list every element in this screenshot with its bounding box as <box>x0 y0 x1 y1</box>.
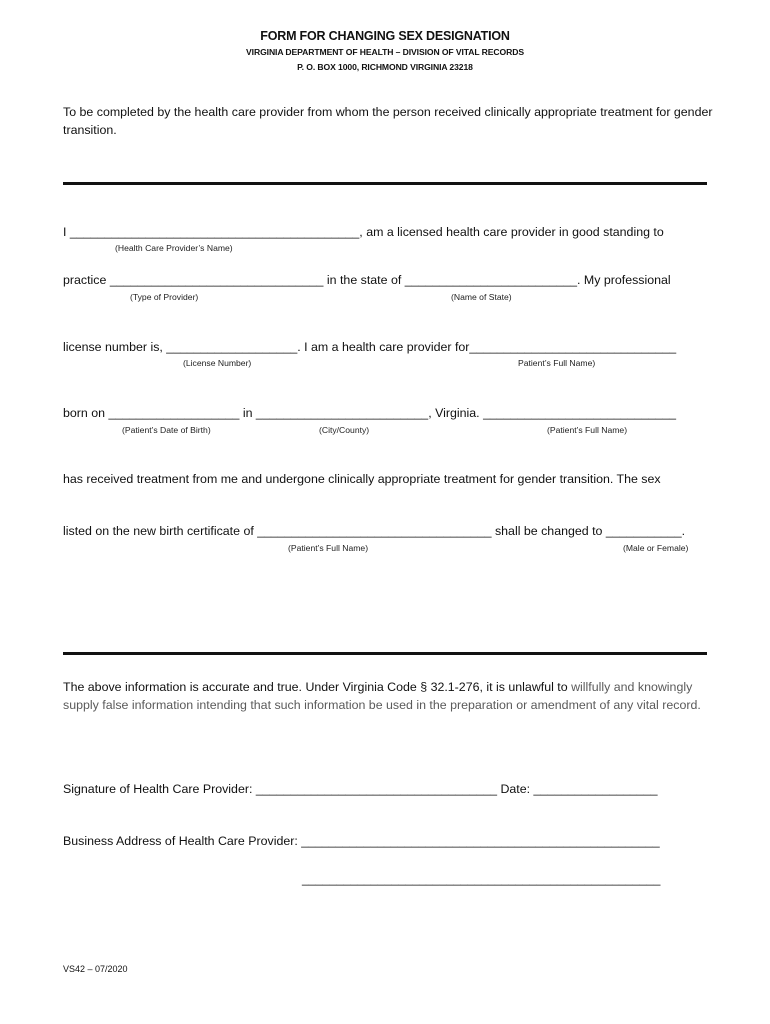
patient-name-caption-3: (Patient’s Full Name) <box>288 543 369 553</box>
form-title: FORM FOR CHANGING SEX DESIGNATION <box>260 29 510 43</box>
sex-change-line: listed on the new birth certificate of __________________________________ shall be changed to ___________. <box>63 524 686 538</box>
address-line: P. O. BOX 1000, RICHMOND VIRGINIA 23218 <box>297 62 473 72</box>
intro-text: To be completed by the health care provider from whom the person received clinically appropriate treatment for gender transition. <box>63 105 713 137</box>
birth-date-caption: (Patient’s Date of Birth) <box>122 425 211 435</box>
signature-date-line: Signature of Health Care Provider: ___________________________________ Date: __________________ <box>63 782 658 796</box>
state-caption: (Name of State) <box>451 292 512 302</box>
provider-name-line: I __________________________________________, am a licensed health care provider in good standing to <box>63 225 664 239</box>
business-address-line-2: ____________________________________________________ <box>302 872 661 886</box>
birth-line: born on ___________________ in _________________________, Virginia. ____________________________ <box>63 406 677 420</box>
bottom-divider <box>63 652 707 655</box>
form-code: VS42 – 07/2020 <box>63 964 128 974</box>
top-divider <box>63 182 707 185</box>
provider-type-caption: (Type of Provider) <box>130 292 199 302</box>
city-county-caption: (City/County) <box>319 425 370 435</box>
agency-line: VIRGINIA DEPARTMENT OF HEALTH – DIVISION OF VITAL RECORDS <box>246 47 524 57</box>
legal-notice <box>63 678 713 714</box>
patient-name-caption-2: (Patient’s Full Name) <box>547 425 628 435</box>
notice-part-2: willfully and knowingly supply false information intending that such information be used in the preparation or amendment of any vital record. <box>63 680 701 712</box>
business-address-line-1: Business Address of Health Care Provider: ____________________________________________________ <box>63 834 660 848</box>
license-line: license number is, ___________________. I am a health care provider for______________________________ <box>63 340 677 354</box>
provider-name-caption: (Health Care Provider’s Name) <box>115 243 233 253</box>
practice-line: practice _______________________________ in the state of _________________________. My professional <box>63 273 671 287</box>
sex-caption: (Male or Female) <box>623 543 689 553</box>
treatment-line: has received treatment from me and undergone clinically appropriate treatment for gender transition. The sex <box>63 472 661 486</box>
license-caption: (License Number) <box>183 358 252 368</box>
notice-part-1: The above information is accurate and true. Under Virginia Code § 32.1-276, it is unlawful to <box>63 680 572 694</box>
patient-name-caption: Patient’s Full Name) <box>518 358 596 368</box>
